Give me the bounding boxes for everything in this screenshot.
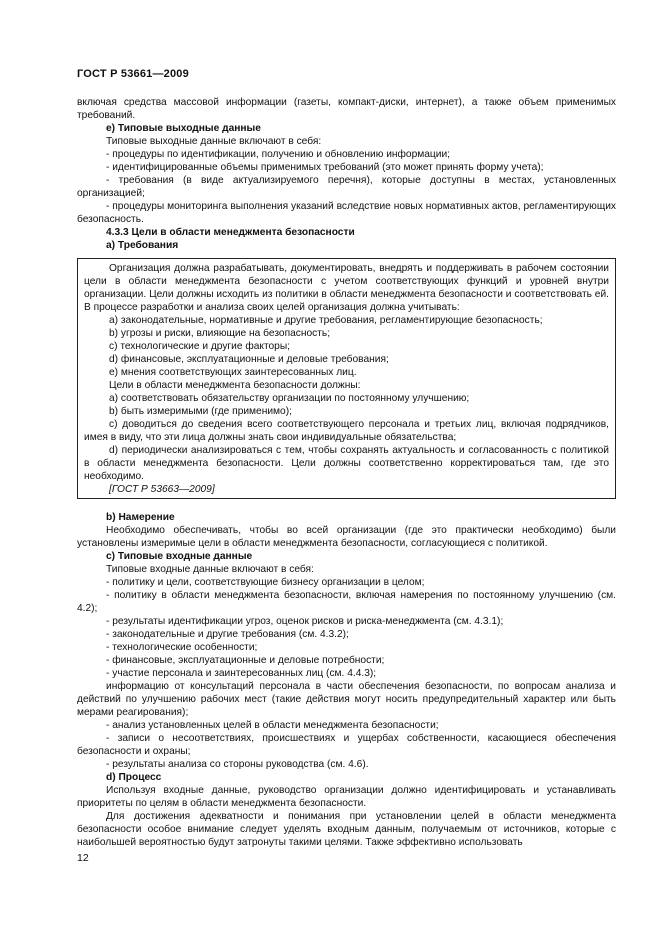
section-433-subheading: а) Требования	[106, 240, 179, 251]
section-e-line: - требования (в виде актуализируемого перечня), которые доступны в местах, установленных организацией;	[77, 175, 616, 199]
section-e-heading: е) Типовые выходные данные	[106, 123, 261, 134]
section-d-line: Используя входные данные, руководство организации должно идентифицировать и устанавливать приоритеты по целям в области менеджмента безопасности.	[77, 785, 616, 809]
requirements-box	[77, 258, 616, 499]
section-c-heading: c) Типовые входные данные	[106, 551, 253, 562]
box-line: c) технологические и другие факторы;	[109, 341, 290, 352]
section-e-line: - идентифицированные объемы применимых требований (это может принять форму учета);	[106, 162, 544, 173]
intro-paragraph: включая средства массовой информации (газеты, компакт-диски, интернет), а также объем применимых требований.	[77, 97, 616, 121]
box-line: Организация должна разрабатывать, документировать, внедрять и поддерживать в рабочем состоянии цели в области менеджмента безопасности с учетом соответствующих функций и уровней внутри организации. Цели должны исходить из политики в области менеджмента безопасности и соответствовать ей. В процессе разработки и анализа своих целей организация должна учитывать:	[84, 263, 609, 313]
page-body	[77, 96, 616, 849]
box-line: b) угрозы и риски, влияющие на безопасность;	[109, 328, 331, 339]
section-433-heading: 4.3.3 Цели в области менеджмента безопасности	[106, 227, 355, 238]
box-line: Цели в области менеджмента безопасности должны:	[109, 380, 361, 391]
section-c-line: - законодательные и другие требования (см. 4.3.2);	[106, 629, 349, 640]
section-c-line: - технологические особенности;	[106, 642, 258, 653]
page-number: 12	[77, 852, 89, 864]
box-line: а) законодательные, нормативные и другие требования, регламентирующие безопасность;	[109, 315, 543, 326]
section-c-line: - записи о несоответствиях, происшествиях и ущербах собственности, касающиеся обеспечения безопасности и охраны;	[77, 733, 616, 757]
section-c-line: - результаты идентификации угроз, оценок рисков и риска-менеджмента (см. 4.3.1);	[106, 616, 504, 627]
page-header: ГОСТ Р 53661—2009	[77, 68, 189, 80]
box-line: а) соответствовать обязательству организации по постоянному улучшению;	[109, 393, 470, 404]
box-line: d) периодически анализироваться с тем, чтобы сохранять актуальность и согласованность с политикой в области менеджмента безопасности. Цели должны соответственно корректироваться там, где это необходимо.	[84, 445, 609, 482]
section-c-line: - политику в области менеджмента безопасности, включая намерения по постоянному улучшению (см. 4.2);	[77, 590, 616, 614]
section-e-line: Типовые выходные данные включают в себя:	[106, 136, 322, 147]
section-d-line: Для достижения адекватности и понимания при установлении целей в области менеджмента безопасности особое внимание следует уделять входным данным, получаемым от источников, которые с наибольшей вероятностью будут затронуты такими целями. Также эффективно использовать	[77, 811, 616, 848]
section-b-text: Необходимо обеспечивать, чтобы во всей организации (где это практически необходимо) были установлены измеримые цели в области менеджмента безопасности, согласующиеся с политикой.	[77, 525, 616, 549]
section-c-line: - участие персонала и заинтересованных лиц (см. 4.4.3);	[106, 668, 377, 679]
section-b-heading: b) Намерение	[106, 512, 175, 523]
section-c-line: - финансовые, эксплуатационные и деловые потребности;	[106, 655, 385, 666]
section-e-line: - процедуры мониторинга выполнения указаний вследствие новых нормативных актов, регламентирующих безопасность.	[77, 201, 616, 225]
box-line: d) финансовые, эксплуатационные и деловые требования;	[109, 354, 389, 365]
box-citation: [ГОСТ Р 53663—2009]	[109, 484, 215, 495]
section-c-line: - результаты анализа со стороны руководства (см. 4.6).	[106, 759, 369, 770]
box-line: b) быть измеримыми (где применимо);	[109, 406, 292, 417]
section-c-line: - политику и цели, соответствующие бизнесу организации в целом;	[106, 577, 425, 588]
box-line: c) доводиться до сведения всего соответствующего персонала и третьих лиц, включая подрядчиков, имея в виду, что эти лица должны знать свои индивидуальные обязательства;	[84, 419, 609, 443]
section-c-line: информацию от консультаций персонала в части обеспечения безопасности, по вопросам анализа и действий по улучшению рабочих мест (такие действия могут носить предупредительный характер или быть мерами реагирования);	[77, 681, 616, 718]
section-c-line: - анализ установленных целей в области менеджмента безопасности;	[106, 720, 439, 731]
box-line: е) мнения соответствующих заинтересованных лиц.	[109, 367, 357, 378]
section-e-line: - процедуры по идентификации, получению и обновлению информации;	[106, 149, 450, 160]
section-c-line: Типовые входные данные включают в себя:	[106, 564, 314, 575]
section-d-heading: d) Процесс	[106, 772, 162, 783]
